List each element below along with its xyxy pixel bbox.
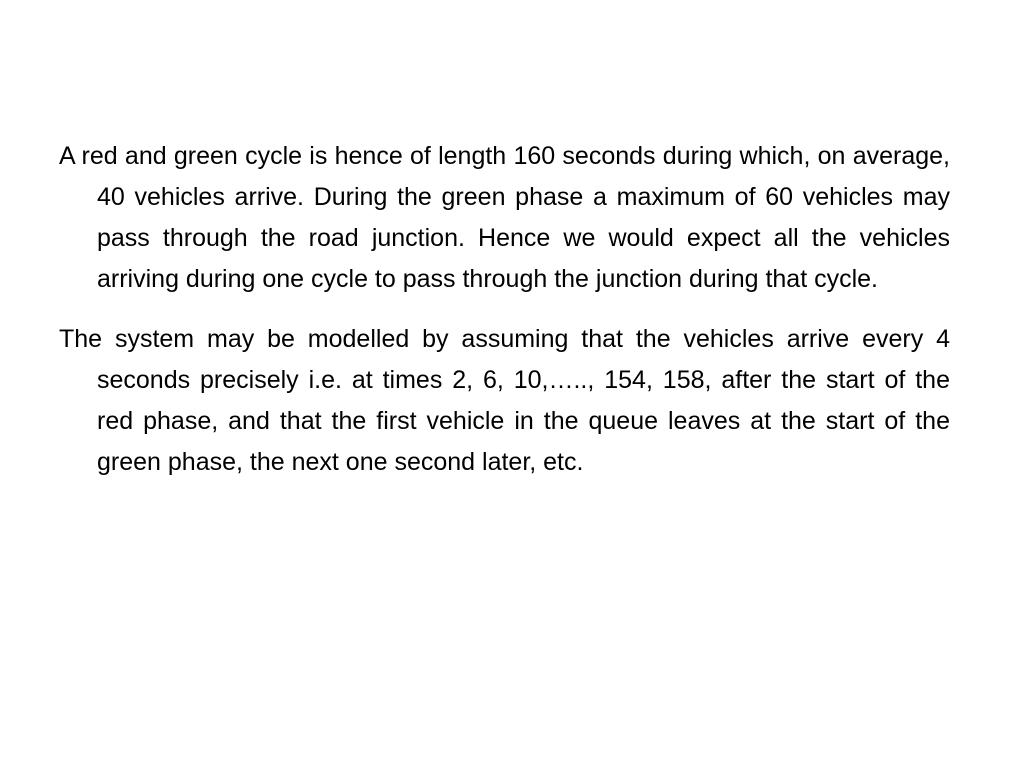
paragraph-system-model: The system may be modelled by assuming that the vehicles arrive every 4 seconds precisely i.e. at times 2, 6, 10,….., 154, 158, after the start of the red phase, and that the first vehicle in the queue leaves at the start of the green phase, the next one second later, etc. <box>59 325 950 476</box>
text-body <box>59 136 950 502</box>
paragraph-cycle-length: A red and green cycle is hence of length 160 seconds during which, on average, 40 vehicles arrive. During the green phase a maximum of 60 vehicles may pass through the road junction. Hence we would expect all the vehicles arriving during one cycle to pass through the junction during that cycle. <box>59 142 950 293</box>
